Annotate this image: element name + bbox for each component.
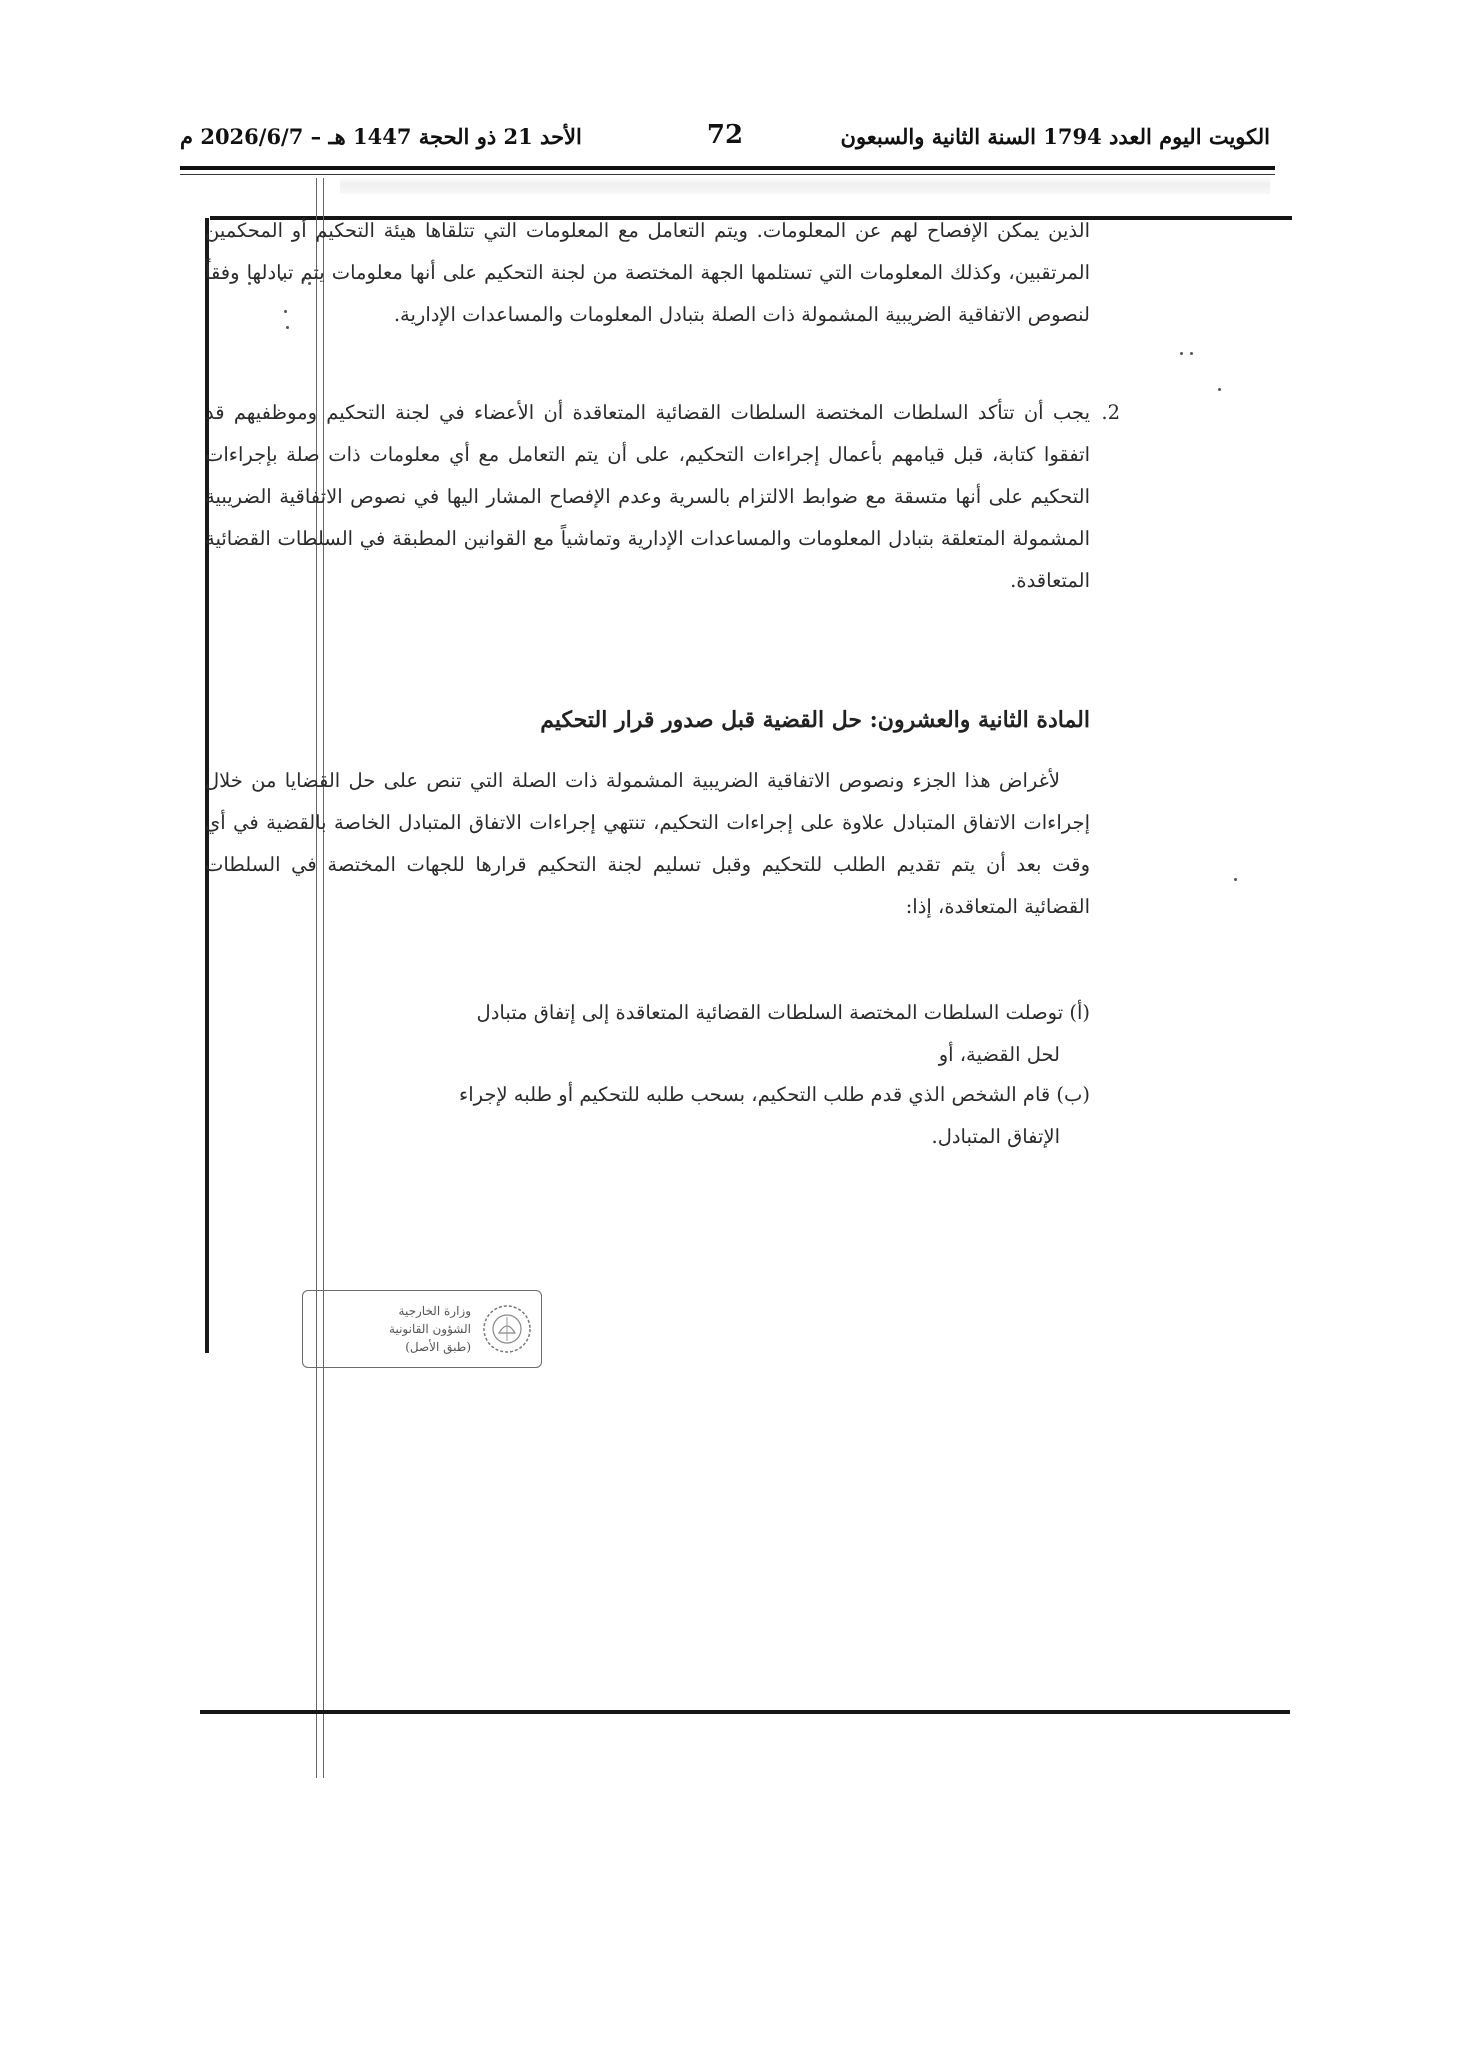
sub-item-a-line1: توصلت السلطات المختصة السلطات القضائية المتعاقدة إلى إتفاق متبادل xyxy=(476,1001,1064,1024)
page-header xyxy=(180,118,1270,162)
header-issue-info: الكويت اليوم العدد 1794 السنة الثانية والسبعون xyxy=(840,124,1270,149)
sub-item-a-line2: لحل القضية، أو xyxy=(938,1043,1060,1066)
sub-item-b-line1: قام الشخص الذي قدم طلب التحكيم، بسحب طلبه للتحكيم أو طلبه لإجراء xyxy=(459,1083,1051,1106)
page-number: 72 xyxy=(706,120,744,150)
item-number: 2. xyxy=(1101,401,1120,424)
header-rule-thick xyxy=(180,166,1275,170)
scan-speck xyxy=(1234,878,1237,881)
certification-stamp xyxy=(302,1290,542,1368)
item-2-text: يجب أن تتأكد السلطات المختصة السلطات القضائية المتعاقدة أن الأعضاء في لجنة التحكيم وموظفيهم قد اتفقوا كتابة، قبل قيامهم بأعمال إجراءات التحكيم، على أن يتم التعامل مع أي معلومات ذات صلة بإجراءات التحكيم على أنها متسقة مع ضوابط الالتزام بالسرية وعدم الإفصاح المشار اليها في نصوص الاتفاقية الضريبية المشمولة المتعلقة بتبادل المعلومات والمساعدات الإدارية وتماشياً مع القوانين المطبقة في السلطات القضائية المتعاقدة. xyxy=(205,401,1090,592)
article-heading: المادة الثانية والعشرون: حل القضية قبل صدور قرار التحكيم xyxy=(540,707,1090,733)
paragraph-1: الذين يمكن الإفصاح لهم عن المعلومات. ويتم التعامل مع المعلومات التي تتلقاها هيئة التحكيم أو المحكمين المرتقبين، وكذلك المعلومات التي تستلمها الجهة المختصة من لجنة التحكيم على أنها معلومات يتم تبادلها وفقاً لنصوص الاتفاقية الضريبية المشمولة ذات الصلة بتبادل المعلومات والمساعدات الإدارية. xyxy=(205,219,1090,326)
sub-item-a-label: (أ) xyxy=(1069,1001,1090,1024)
stamp-line-2: الشؤون القانونية xyxy=(389,1322,471,1336)
scan-bottom-border xyxy=(200,1710,1290,1714)
header-rule-thin xyxy=(180,174,1275,175)
scan-speck xyxy=(1180,352,1183,355)
emblem-icon xyxy=(481,1303,533,1355)
sub-item-b-line2: الإتفاق المتبادل. xyxy=(931,1125,1060,1148)
sub-item-a xyxy=(205,992,1090,1076)
scan-speck xyxy=(1218,388,1221,391)
stamp-line-3: (طبق الأصل) xyxy=(405,1340,471,1354)
scan-top-shadow xyxy=(340,178,1270,194)
header-date: الأحد 21 ذو الحجة 1447 هـ – 2026/6/7 م xyxy=(180,124,582,149)
sub-item-b xyxy=(205,1074,1090,1158)
stamp-line-1: وزارة الخارجية xyxy=(398,1304,471,1318)
scan-speck xyxy=(1190,352,1193,355)
numbered-item-2 xyxy=(205,392,1120,602)
paragraph-3: لأغراض هذا الجزء ونصوص الاتفاقية الضريبية المشمولة ذات الصلة التي تنص على حل القضايا من خلال إجراءات الاتفاق المتبادل علاوة على إجراءات التحكيم، تنتهي إجراءات الاتفاق المتبادل الخاصة بالقضية في أي وقت بعد أن يتم تقديم الطلب للتحكيم وقبل تسليم لجنة التحكيم قرارها للجهات المختصة في السلطات القضائية المتعاقدة، إذا: xyxy=(205,769,1090,918)
stamp-text xyxy=(389,1302,471,1356)
sub-item-b-label: (ب) xyxy=(1056,1083,1090,1106)
